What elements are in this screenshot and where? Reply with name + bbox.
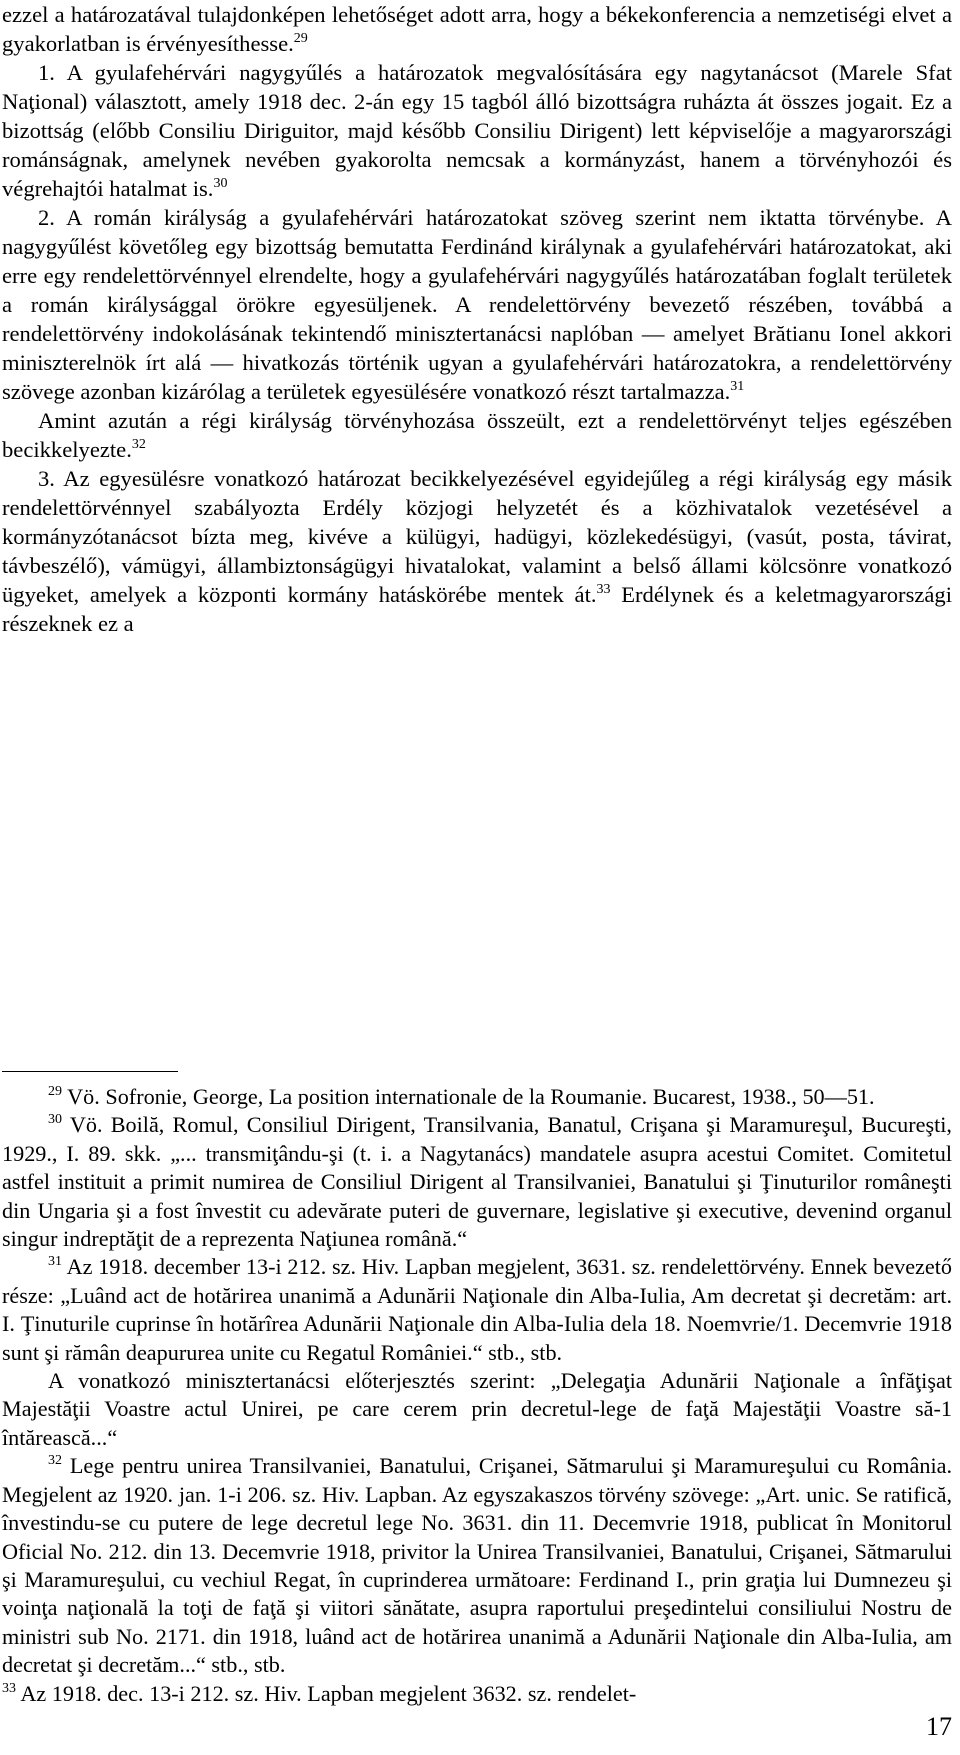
footnotes — [2, 1083, 952, 1708]
footnote-31-continued: A vonatkozó minisztertanácsi előterjesztés szerint: „Delegaţia Adunării Naţionale a înfăţişat Majestăţii Voastre actul Unirei, pe care cerem prin decretul-lege de faţă Majestăţii Voastre să-1 întărească...“ — [2, 1368, 952, 1450]
footnote-ref-33[interactable]: 33 — [596, 582, 611, 597]
paragraph-5: 3. Az egyesülésre vonatkozó határozat becikkelyezésével egyidejűleg a régi királyság egy másik rendelettörvénnyel szabályozta Erdély közjogi helyzetét és a közhivatalok vezetésével a kormányzótanácsot bízta meg, kivéve a külügyi, hadügyi, közlekedésügyi, (vasút, posta, távirat, távbeszélő), vámügyi, állambiztonságügyi hivatalokat, valamint a belső állami kölcsönre vonatkozó ügyeket, amelyek a központi kormány hatáskörébe mentek át.$^{33}$ Erdélynek és a keletmagyarországi részeknek ez a — [2, 466, 952, 636]
footnote-ref-30[interactable]: 30 — [213, 176, 228, 191]
paragraph-1: ezzel a határozatával tulajdonképen lehetőséget adott arra, hogy a békekonferencia a nemzetiségi elvet a gyakorlatban is érvényesíthesse.$^{29}$ — [2, 2, 952, 56]
footnote-number: 33 — [2, 1680, 16, 1696]
footnote-ref-29[interactable]: 29 — [293, 31, 308, 46]
footnote-31: $^{31}$ Az 1918. december 13-i 212. sz. Hiv. Lapban megjelent, 3631. sz. rendelettörvény. Ennek bevezető része: „Luând act de hotărirea unanimă a Adunării Naţionale din Alba-Iulia, Am decretat şi decretăm: art. I. Ţinuturile cuprinse în hotărîrea Adunării Naţionale din Alba-Iulia dela 18. Noemvrie/1. Decemvrie 1918 sunt şi rămân deapururea unite cu Regatul României.“ stb., stb. — [2, 1254, 952, 1365]
footnote-ref-32[interactable]: 32 — [131, 437, 146, 452]
footnote-number: 31 — [48, 1254, 62, 1270]
footnote-separator — [2, 1071, 178, 1072]
footnote-32: $^{32}$ Lege pentru unirea Transilvaniei, Banatului, Crişanei, Sătmarului şi Maramureşului cu România. Megjelent az 1920. jan. 1-i 206. sz. Hiv. Lapban. Az egyszakaszos törvény szövege: „Art. unic. Se ratifică, învestindu-se cu putere de lege decretul lege No. 3631. din 11. Decemvrie 1918, publicat în Monitorul Oficial No. 212. din 13. Decemvrie 1918, privitor la Unirea Transilvaniei, Banatului, Crişanei, Sătmarului şi Maramureşului, cu vechiul Regat, în cuprinderea următoare: Ferdinand I., prin graţia lui Dumnezeu şi voinţa naţională la toţi de faţă şi viitori sănătate, asupra raportului preşedintelui consiliului Nostru de ministri sub No. 2171. din 1918, luând act de hotărirea unanimă a Adunării Naţionale din Alba-Iulia, am decretat şi decretăm...“ stb., stb. — [2, 1453, 953, 1678]
footnote-number: 29 — [48, 1084, 62, 1099]
page-content — [2, 0, 952, 638]
paragraph-4: Amint azután a régi királyság törvényhozása összeült, ezt a rendelettörvényt teljes egészében becikkelyezte.$^{32}$ — [2, 408, 952, 462]
footnote-number: 30 — [48, 1112, 62, 1128]
footnote-33: $^{33}$ Az 1918. dec. 13-i 212. sz. Hiv. Lapban megjelent 3632. sz. rendelet- — [2, 1680, 637, 1706]
page-number: 17 — [926, 1712, 952, 1741]
main-text — [2, 0, 952, 638]
paragraph-3: 2. A román királyság a gyulafehérvári határozatokat szöveg szerint nem iktatta törvénybe. A nagygyűlést követőleg egy bizottság bemutatta Ferdinánd királynak a gyulafehérvári határozatokat, aki erre egy rendelettörvénnyel elrendelte, hogy a gyulafehérvári nagygyűlés határozatában foglalt területek a román királysággal örökre egyesüljenek. A rendelettörvény bevezető részében, továbbá a rendelettörvény indokolásának tekintendő minisztertanácsi naplóban — amelyet Brătianu Ionel akkori miniszterelnök írt alá — hivatkozás történik ugyan a gyulafehérvári határozatokra, a rendelettörvény szövege azonban kizárólag a területek egyesülésére vonatkozó részt tartalmazza.$^{31}$ — [2, 205, 952, 404]
footnote-30: $^{30}$ Vö. Boilă, Romul, Consiliul Dirigent, Transilvania, Banatul, Crişana şi Maramureşul, Bucureşti, 1929., I. 89. skk. „... transmiţându-şi (t. i. a Nagytanács) mandatele asupra acestui Comitet. Comitetul astfel instituit a primit numirea de Consiliul Dirigent al Transilvaniei, Banatului şi Ţinuturilor româneşti din Ungaria şi a fost învestit cu adevărate puteri de guvernare, legislative şi executive, devenind organul singur indreptăţit de a reprezenta Naţiunea română.“ — [2, 1112, 952, 1252]
paragraph-2: 1. A gyulafehérvári nagygyűlés a határozatok megvalósítására egy nagytanácsot (Marele Sfat Naţional) választott, amely 1918 dec. 2-án egy 15 tagból álló bizottságra ruházta át összes jogait. Ez a bizottság (előbb Consiliu Diriguitor, majd később Consiliu Dirigent) lett képviselője a magyarországi románságnak, amelynek nevében gyakorolta nemcsak a kormányzást, hanem a törvényhozói és végrehajtói hatalmat is.$^{30}$ — [2, 60, 952, 201]
footnote-ref-31[interactable]: 31 — [730, 379, 745, 394]
footnote-number: 32 — [48, 1453, 62, 1469]
footnote-29: $^{29}$ Vö. Sofronie, George, La position internationale de la Roumanie. Bucarest, 1938., 50—51. — [48, 1084, 875, 1109]
